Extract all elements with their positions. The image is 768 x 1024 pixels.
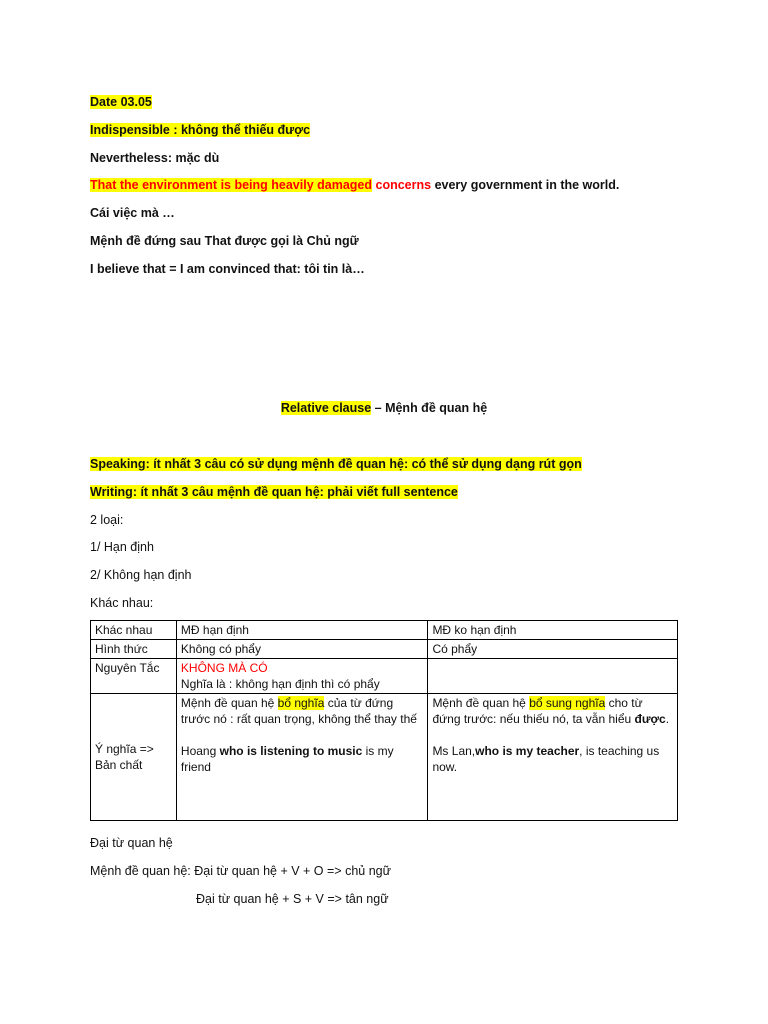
example-r-clause: who is listening to music: [219, 744, 363, 758]
example-nr-subject: Ms Lan,: [432, 744, 476, 758]
indispensable-text: Indispensible : không thể thiếu được: [90, 123, 311, 137]
sentence-verb: concerns: [375, 178, 432, 192]
table-row-rule: [91, 659, 678, 694]
pronouns-title: Đại từ quan hệ: [90, 836, 173, 850]
meaning-nr-bold: được: [634, 712, 666, 726]
example-r-subject: Hoang: [180, 744, 220, 758]
header-cell-restrictive: MĐ hạn định: [176, 621, 428, 640]
meaning-nr-highlight: bổ sung nghĩa: [529, 696, 606, 710]
example-r-rest: is my friend: [180, 744, 394, 774]
header-cell-label: Khác nhau: [91, 621, 177, 640]
section-title: [0, 400, 768, 416]
date-line: [90, 94, 152, 110]
section-title-rest: – Mệnh đề quan hệ: [371, 401, 488, 415]
form-nonrestrictive: Có phẩy: [428, 640, 678, 659]
header-cell-nonrestrictive: MĐ ko hạn định: [428, 621, 678, 640]
form-label: Hình thức: [91, 640, 177, 659]
menh-de-line: Mệnh đề đứng sau That được gọi là Chủ ngữ: [90, 234, 359, 248]
pronouns-line1: Mệnh đề quan hệ: Đại từ quan hệ + V + O => chủ ngữ: [90, 864, 391, 878]
cai-viec-line: Cái việc mà …: [90, 206, 175, 220]
section-title-highlight: Relative clause: [280, 401, 372, 415]
type1-line: 1/ Hạn định: [90, 540, 154, 554]
meaning-label: Ý nghĩa => Bản chất: [91, 694, 177, 821]
example-nr-rest: , is teaching us now.: [432, 744, 660, 774]
writing-note: [90, 484, 458, 500]
comparison-table: [90, 620, 678, 821]
writing-text: Writing: ít nhất 3 câu mệnh đề quan hệ: phải viết full sentence: [90, 485, 458, 499]
type2-line: 2/ Không hạn định: [90, 568, 192, 582]
speaking-note: [90, 456, 582, 472]
nevertheless-line: Nevertheless: mặc dù: [90, 151, 220, 165]
example-nr-clause: who is my teacher: [475, 744, 580, 758]
meaning-restrictive: [176, 694, 428, 821]
meaning-nr-end: .: [665, 712, 670, 726]
sentence-subject-clause: That the environment is being heavily damaged: [90, 178, 373, 192]
rule-explanation: Nghĩa là : không hạn định thì có phẩy: [180, 677, 380, 691]
differences-line: Khác nhau:: [90, 596, 154, 610]
speaking-text: Speaking: ít nhất 3 câu có sử dụng mệnh đề quan hệ: có thể sử dụng dạng rút gọn: [90, 457, 582, 471]
table-header-row: [91, 621, 678, 640]
meaning-nr-post: cho từ đứng trước: nếu thiếu nó, ta vẫn hiểu: [432, 696, 643, 726]
environment-sentence: [90, 177, 619, 193]
two-types-line: 2 loại:: [90, 513, 124, 527]
meaning-r-pre: Mệnh đề quan hệ: [180, 696, 278, 710]
form-restrictive: Không có phẩy: [176, 640, 428, 659]
rule-empty-cell: [428, 659, 678, 694]
indispensable-line: [90, 122, 310, 138]
table-row-form: [91, 640, 678, 659]
meaning-r-highlight: bổ nghĩa: [277, 696, 325, 710]
meaning-nonrestrictive: [428, 694, 678, 821]
rule-label: Nguyên Tắc: [91, 659, 177, 694]
sentence-object: every government in the world.: [434, 178, 620, 192]
table-row-meaning: [91, 694, 678, 821]
meaning-r-post: của từ đứng trước nó : rất quan trọng, không thể thay thế: [180, 696, 417, 726]
pronouns-line2: Đại từ quan hệ + S + V => tân ngữ: [196, 892, 389, 906]
rule-red-text: KHÔNG MÀ CÓ: [180, 661, 268, 675]
meaning-nr-pre: Mệnh đề quan hệ: [432, 696, 530, 710]
believe-line: I believe that = I am convinced that: tôi tin là…: [90, 262, 365, 276]
date-text: Date 03.05: [90, 95, 152, 109]
rule-content: [176, 659, 428, 694]
